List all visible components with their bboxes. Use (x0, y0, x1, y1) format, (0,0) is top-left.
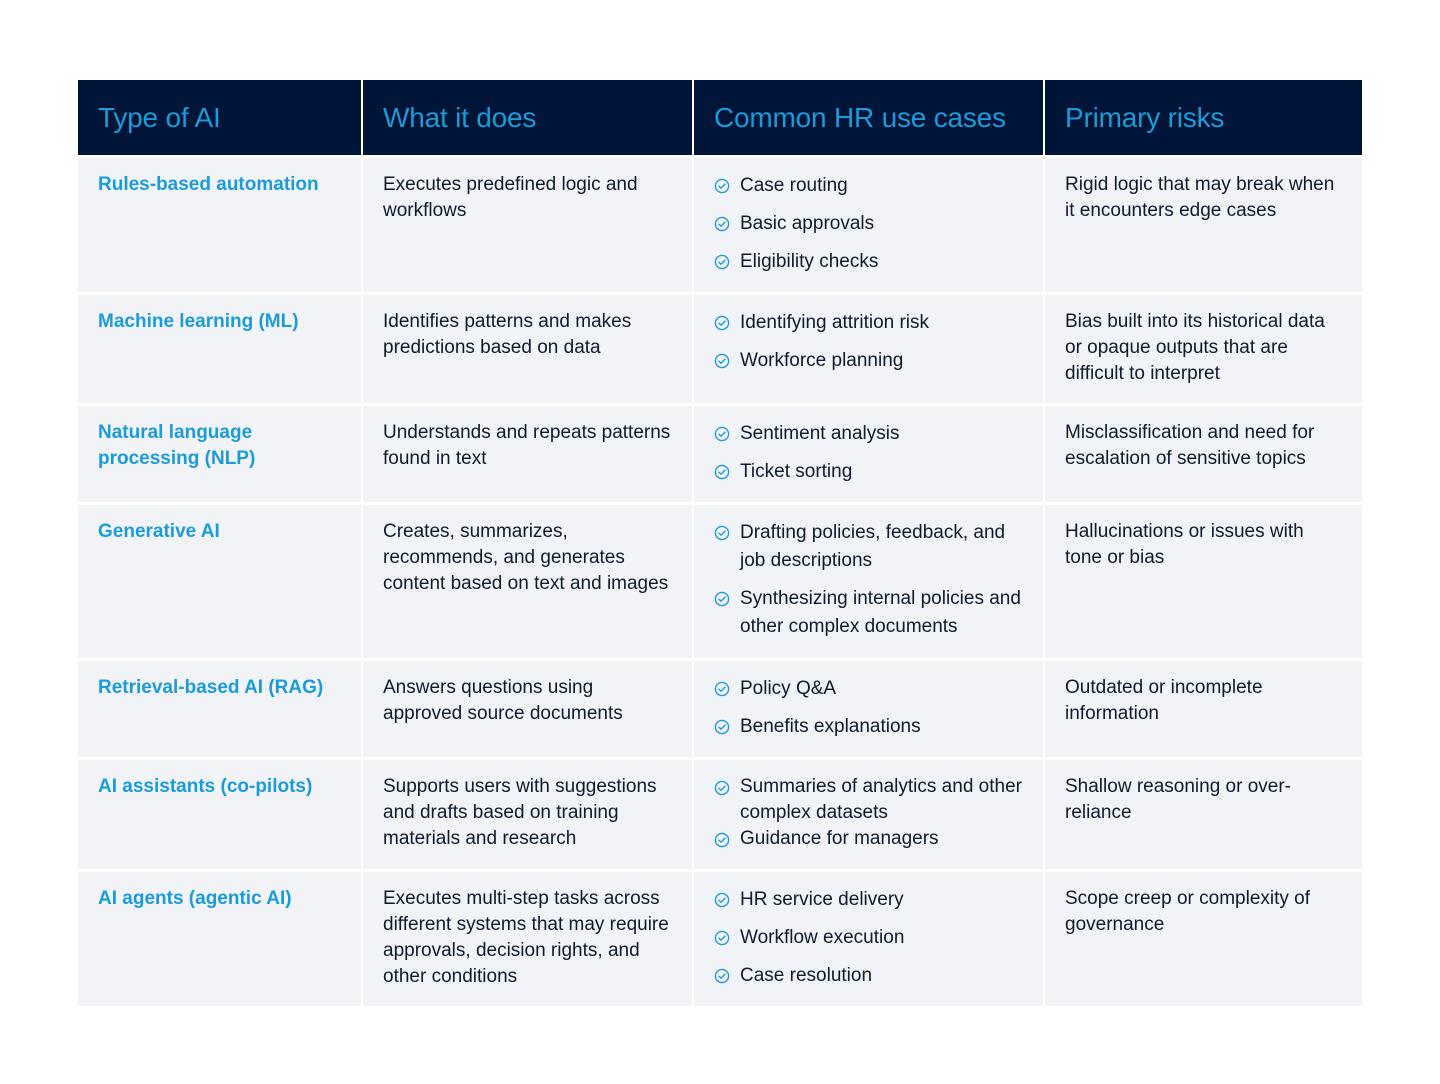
use-case-text: Basic approvals (740, 213, 875, 234)
use-cases-cell (694, 658, 1045, 757)
what-cell: Executes predefined logic and workflows (363, 155, 694, 292)
use-case-list (714, 420, 1023, 486)
type-cell: Machine learning (ML) (78, 292, 363, 403)
type-cell: Rules-based automation (78, 155, 363, 292)
check-circle-icon (714, 780, 730, 796)
use-case-item (714, 962, 1023, 990)
check-circle-icon (714, 254, 730, 270)
risks-cell: Outdated or incomplete information (1045, 658, 1362, 757)
what-cell: Identifies patterns and makes predictions based on data (363, 292, 694, 403)
what-cell: Understands and repeats patterns found in text (363, 403, 694, 502)
type-cell: AI agents (agentic AI) (78, 869, 363, 1006)
risks-cell: Hallucinations or issues with tone or bias (1045, 502, 1362, 658)
use-case-text: Case resolution (740, 965, 873, 986)
header-type-of-ai: Type of AI (78, 80, 363, 155)
table-row (78, 502, 1362, 658)
use-case-list (714, 886, 1023, 990)
check-circle-icon (714, 968, 730, 984)
use-case-list (714, 675, 1023, 741)
check-circle-icon (714, 464, 730, 480)
use-case-item (714, 172, 1023, 200)
use-case-text: Policy Q&A (740, 678, 837, 699)
risks-cell: Scope creep or complexity of governance (1045, 869, 1362, 1006)
use-case-item (714, 585, 1023, 641)
table-row (78, 292, 1362, 403)
what-cell: Creates, summarizes, recommends, and generates content based on text and images (363, 502, 694, 658)
use-case-text: Case routing (740, 175, 848, 196)
check-circle-icon (714, 178, 730, 194)
use-cases-cell (694, 757, 1045, 869)
check-circle-icon (714, 719, 730, 735)
header-row (78, 80, 1362, 155)
use-case-item (714, 458, 1023, 486)
check-circle-icon (714, 681, 730, 697)
use-case-item (714, 924, 1023, 952)
use-case-list (714, 519, 1023, 641)
use-cases-cell (694, 292, 1045, 403)
use-case-item (714, 420, 1023, 448)
use-cases-cell (694, 869, 1045, 1006)
type-cell: Natural language processing (NLP) (78, 403, 363, 502)
use-case-text: Summaries of analytics and other complex datasets (740, 776, 1022, 823)
header-common-hr-use-cases: Common HR use cases (694, 80, 1045, 155)
table-row (78, 658, 1362, 757)
use-case-text: Eligibility checks (740, 251, 879, 272)
use-case-text: Workflow execution (740, 927, 905, 948)
check-circle-icon (714, 591, 730, 607)
ai-types-table (78, 80, 1362, 1006)
risks-cell: Rigid logic that may break when it encounters edge cases (1045, 155, 1362, 292)
use-case-text: Workforce planning (740, 350, 904, 371)
use-case-text: Synthesizing internal policies and other complex documents (740, 588, 1021, 637)
use-case-item (714, 309, 1023, 337)
use-case-item (714, 675, 1023, 703)
check-circle-icon (714, 353, 730, 369)
use-case-item (714, 826, 1023, 852)
check-circle-icon (714, 216, 730, 232)
table-row (78, 155, 1362, 292)
use-case-text: HR service delivery (740, 889, 904, 910)
use-case-list (714, 172, 1023, 276)
use-case-list (714, 774, 1023, 852)
table-body (78, 155, 1362, 1006)
check-circle-icon (714, 832, 730, 848)
use-case-text: Identifying attrition risk (740, 312, 930, 333)
what-cell: Supports users with suggestions and drafts based on training materials and research (363, 757, 694, 869)
use-case-item (714, 519, 1023, 575)
use-case-item (714, 774, 1023, 826)
type-cell: AI assistants (co-pilots) (78, 757, 363, 869)
risks-cell: Misclassification and need for escalation of sensitive topics (1045, 403, 1362, 502)
table-header (78, 80, 1362, 155)
use-cases-cell (694, 502, 1045, 658)
use-case-item (714, 248, 1023, 276)
use-case-item (714, 210, 1023, 238)
use-case-list (714, 309, 1023, 375)
table-row (78, 869, 1362, 1006)
use-case-item (714, 347, 1023, 375)
use-cases-cell (694, 403, 1045, 502)
what-cell: Executes multi-step tasks across different systems that may require approvals, decision rights, and other conditions (363, 869, 694, 1006)
use-case-item (714, 886, 1023, 914)
use-case-text: Drafting policies, feedback, and job descriptions (740, 522, 1006, 571)
use-case-text: Sentiment analysis (740, 423, 900, 444)
use-case-item (714, 713, 1023, 741)
check-circle-icon (714, 315, 730, 331)
use-case-text: Guidance for managers (740, 828, 939, 849)
check-circle-icon (714, 930, 730, 946)
use-case-text: Ticket sorting (740, 461, 853, 482)
table-row (78, 403, 1362, 502)
use-case-text: Benefits explanations (740, 716, 921, 737)
check-circle-icon (714, 892, 730, 908)
use-cases-cell (694, 155, 1045, 292)
risks-cell: Bias built into its historical data or opaque outputs that are difficult to interpret (1045, 292, 1362, 403)
risks-cell: Shallow reasoning or over-reliance (1045, 757, 1362, 869)
check-circle-icon (714, 426, 730, 442)
header-primary-risks: Primary risks (1045, 80, 1362, 155)
type-cell: Generative AI (78, 502, 363, 658)
type-cell: Retrieval-based AI (RAG) (78, 658, 363, 757)
header-what-it-does: What it does (363, 80, 694, 155)
table-row (78, 757, 1362, 869)
check-circle-icon (714, 525, 730, 541)
what-cell: Answers questions using approved source documents (363, 658, 694, 757)
